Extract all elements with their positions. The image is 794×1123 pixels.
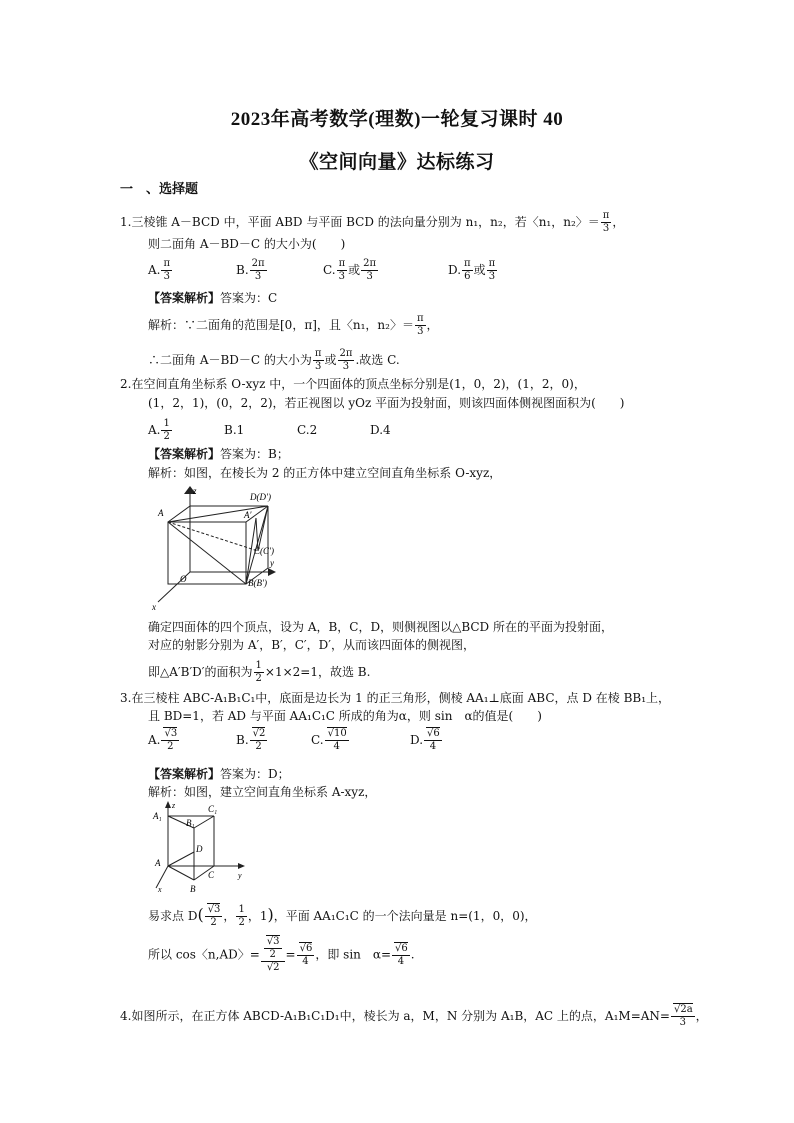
q3-analysis1: 解析：如图，建立空间直角坐标系 A-xyz， [148,785,377,799]
q3-line2: 且 BD=1，若 AD 与平面 AA₁C₁C 所成的角为α，则 sin α的值是( ) [148,709,542,723]
q1-line2: 则二面角 A－BD－C 的大小为( ) [148,237,346,251]
option-a: A. $\frac{\pi}{3}$ [148,258,171,282]
q2-answer: 【答案解析】答案为：B； [148,447,289,461]
axis-z-label: z [172,801,176,810]
point-a1-label: A₁ [153,811,162,821]
option-d: D. $\frac{√6}{4}$ [410,728,440,752]
point-c-label: C [208,870,215,880]
q2-analysis2: 确定四面体的四个顶点，设为 A，B，C，D，则侧视图以△BCD 所在的平面为投射面， [148,620,613,634]
point-b-label: B [190,884,196,894]
q3-answer: 【答案解析】答案为：D； [148,767,290,781]
doc-title: 2023年高考数学(理数)一轮复习课时 40 [230,109,564,130]
cube-figure [148,484,278,614]
doc-subtitle: 《空间向量》达标练习 [299,152,495,173]
q2-line1: 2.在空间直角坐标系 O-xyz 中，一个四面体的顶点坐标分别是(1，0，2)，(1，2，0)， [120,377,586,391]
q1-analysis2: ∴二面角 A－BD－C 的大小为 $\frac{\pi}{3}$ 或 $\frac{2\pi}{3}$ .故选 C. [148,348,400,372]
axis-y-label: y [238,871,242,880]
point-d-label: D(D′) [250,492,271,502]
q4-line1: 4.如图所示，在正方体 ABCD-A₁B₁C₁D₁中，棱长为 a，M，N 分别为 A₁B，AC 上的点，A₁M=AN= $\frac{√2a}{3}$ ， [120,1004,708,1028]
axis-x-label: x [158,885,162,894]
q1-analysis1: 解析：∵二面角的范围是[0，π]，且〈n₁，n₂〉＝ $\frac{\pi}{3}$ ， [148,313,439,337]
option-d: D.4 [370,423,391,437]
q3-analysis2: 易求点 D( $\frac{√3}{2}$ ， $\frac{1}{2}$ ，1)，平面 AA₁C₁C 的一个法向量是 n=(1，0，0)， [148,904,537,928]
option-d: D. $\frac{\pi}{6}$ 或 $\frac{\pi}{3}$ [448,258,496,282]
q2-options [148,418,391,443]
option-c: C.2 [297,423,318,437]
point-b-label: B(B′) [248,578,267,588]
q1-answer: 【答案解析】答案为：C [148,291,278,305]
axis-y-label: y [270,558,274,568]
point-o-label: O [180,574,187,584]
option-b: B. $\frac{2\pi}{3}$ [236,258,265,282]
point-b1-label: B₁ [186,818,195,828]
axis-x-label: x [152,602,156,612]
option-a: A. $\frac{1}{2}$ [148,418,170,442]
option-b: B. $\frac{√2}{2}$ [236,728,266,752]
option-c: C. $\frac{\pi}{3}$ 或 $\frac{2\pi}{3}$ [323,258,377,282]
option-b: B.1 [224,423,245,437]
q2-line2: (1，2，1)，(0，2，2)，若正视图以 yOz 平面为投射面，则该四面体侧视图面积为( ) [148,396,625,410]
option-a: A. $\frac{√3}{2}$ [148,728,178,752]
point-c-label: C(C′) [254,546,274,556]
q3-options [148,728,440,753]
q2-analysis3: 对应的射影分别为 A′，B′，C′，D′，从而该四面体的侧视图， [148,638,476,652]
point-a-label: A [155,858,161,868]
q1-line1: 1.三棱锥 A－BCD 中，平面 ABD 与平面 BCD 的法向量分别为 n₁，n₂，若〈n₁，n₂〉＝ $\frac{\pi}{3}$ ， [120,210,625,234]
q1-options [148,258,496,283]
q2-analysis4: 即△A′B′D′的面积为 $\frac{1}{2}$ ×1×2=1，故选 B. [148,660,371,684]
q3-line1: 3.在三棱柱 ABC-A₁B₁C₁中，底面是边长为 1 的正三角形，侧棱 AA₁⊥底面 ABC，点 D 在棱 BB₁上， [120,691,671,705]
fraction: $\frac{\pi}{3}$ [602,210,610,234]
option-c: C. $\frac{√10}{4}$ [311,728,347,752]
section-heading: 一 、选择题 [120,182,199,197]
q3-analysis3: 所以 cos〈n,AD〉= $\frac{\frac{√3}{2}}{√2}$ = $\frac{√6}{4}$ ，即 sin α= $\frac{√6}{4}$ . [148,936,415,973]
prism-figure [148,800,248,896]
q2-analysis1: 解析：如图，在棱长为 2 的正方体中建立空间直角坐标系 O-xyz， [148,466,502,480]
point-c1-label: C₁ [208,804,218,814]
axis-z-label: z [193,486,197,496]
point-a-label: A [158,508,164,518]
point-a-prime-label: A′ [244,510,252,520]
point-d-label: D [196,844,203,854]
